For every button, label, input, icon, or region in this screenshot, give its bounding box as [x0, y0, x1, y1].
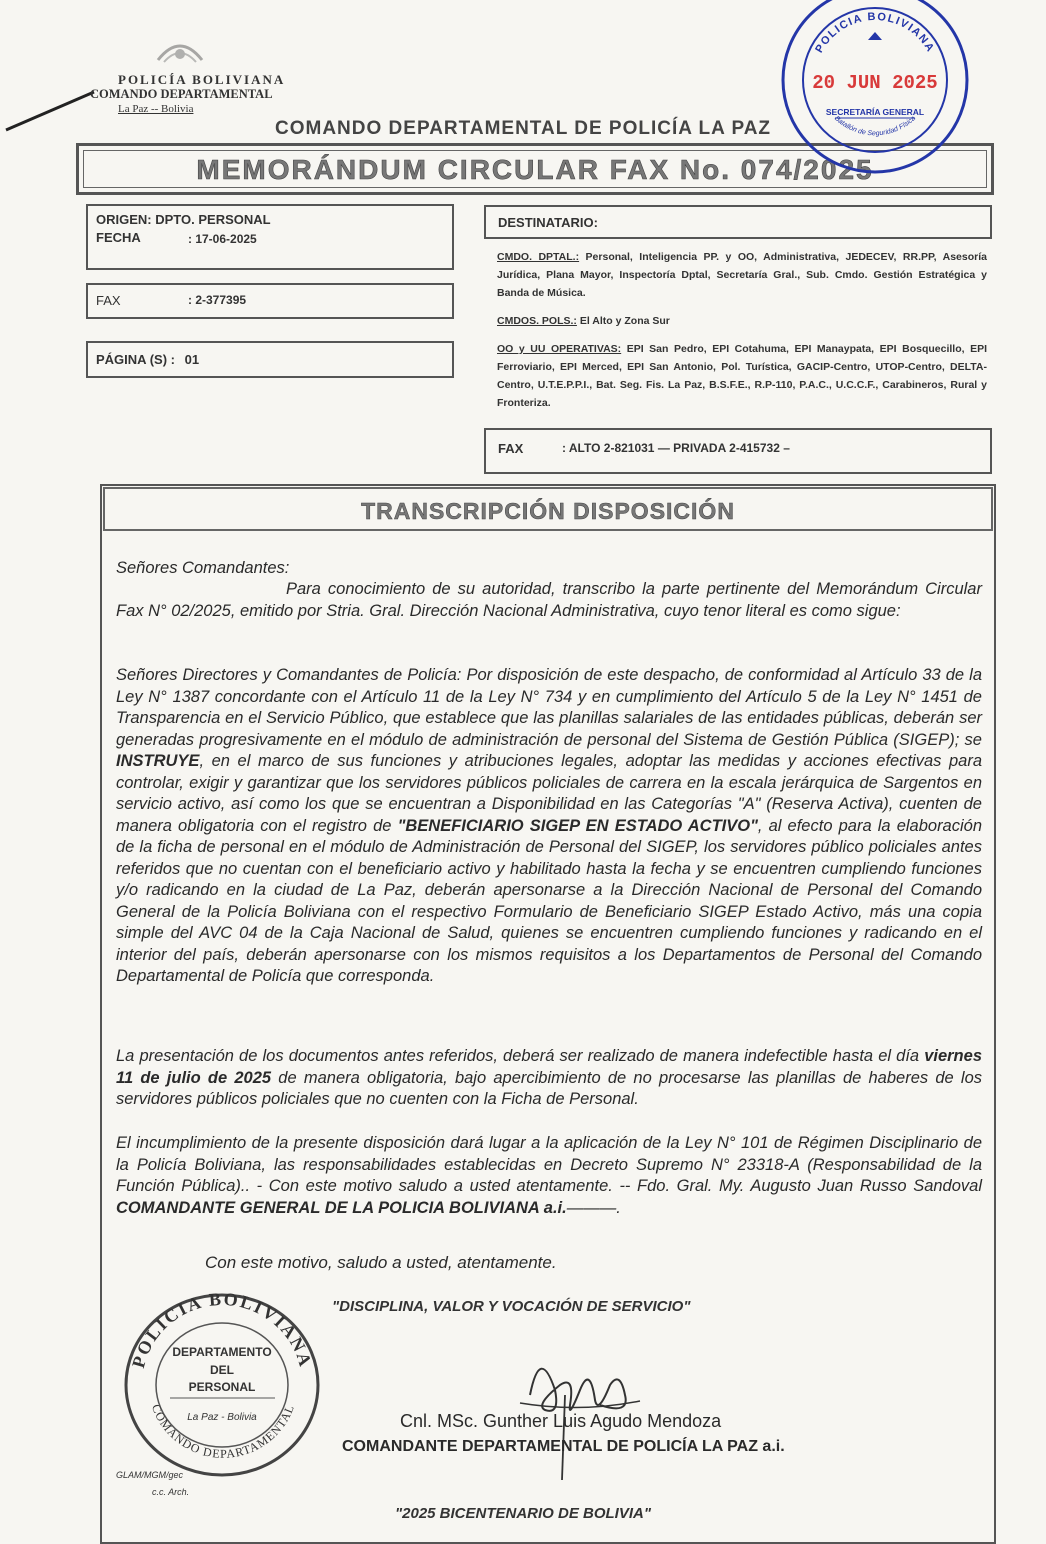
recipient-group-text: Personal, Inteligencia PP. y OO, Administrativa, JEDECEV, RR.PP, Asesoría Jurídica, Plana Mayor, Inspectoría Dptal, Secretaría Gral., Sub. Cmdo. Gestión Estratégica y Banda de Música. — [497, 251, 987, 299]
date-stamp-top: POLICIA BOLIVIANA — [813, 10, 937, 55]
pages-box — [86, 341, 454, 378]
paragraph-1-text: Señores Directores y Comandantes de Policía: Por disposición de este despacho, de conformidad al Artículo 33 de la Ley N° 1387 concordante con el Artículo 11 de la Ley N° 734 y en cumplimiento del Artículo 5 de la Ley N° 1451 de Transparencia en el Servicio Público, que establece que las planillas salariales de las entidades públicas, deberán ser generadas progresivamente en el módulo de administración de personal del Sistema de Gestión Pública (SIGEP); se — [116, 666, 982, 749]
date-label: FECHA — [96, 230, 141, 245]
paragraph-3-text: ———. — [566, 1198, 621, 1217]
date-stamp-bottom: Batallón de Seguridad Física — [833, 115, 917, 138]
pages-label: PÁGINA (S) : — [96, 352, 175, 367]
stamp-outer-bottom: COMANDO DEPARTAMENTAL — [148, 1402, 298, 1461]
transcription-title: TRANSCRIPCIÓN DISPOSICIÓN — [361, 498, 735, 524]
recipient-group-cmdos-pols — [497, 312, 987, 330]
paragraph-2-text: de manera obligatoria, bajo apercibimiento de no procesarse las planillas de haberes de los servidores públicos policiales que no cuenten con la Ficha de Personal. — [116, 1068, 982, 1108]
letterhead — [90, 72, 285, 117]
instruye-bold: INSTRUYE — [116, 752, 200, 770]
letterhead-slash-mark — [4, 62, 96, 132]
date-stamp-office: SECRETARÍA GENERAL — [825, 107, 925, 117]
date-stamp-date: 20 JUN 2025 — [812, 72, 938, 94]
department-header: COMANDO DEPARTAMENTAL DE POLICÍA LA PAZ — [275, 118, 772, 139]
origin-value: DPTO. PERSONAL — [155, 212, 271, 227]
svg-text:COMANDO DEPARTAMENTAL — [149, 1402, 297, 1461]
paragraph-2 — [116, 1046, 982, 1111]
stamp-inner-4: La Paz - Bolivia — [187, 1412, 257, 1423]
letterhead-line2: COMANDO DEPARTAMENTAL — [90, 87, 273, 101]
recipient-box — [484, 205, 992, 239]
recipient-group-operativas — [497, 340, 987, 412]
intro-paragraph — [116, 579, 982, 622]
recipient-group-head: CMDO. DPTAL.: — [497, 251, 580, 263]
origin-label: ORIGEN: — [96, 212, 152, 227]
fax-value: : 2-377395 — [188, 293, 247, 307]
motto: "DISCIPLINA, VALOR Y VOCACIÓN DE SERVICIO" — [332, 1298, 691, 1315]
paragraph-3 — [116, 1133, 982, 1219]
letterhead-line3: La Paz -- Bolivia — [118, 103, 194, 115]
closing-line: Con este motivo, saludo a usted, atentamente. — [205, 1253, 557, 1272]
handwritten-signature — [500, 1335, 650, 1485]
recipient-group-text: EPI San Pedro, EPI Cotahuma, EPI Manaypata, EPI Bosquecillo, EPI Ferroviario, EPI Merced, EPI San Antonio, Pol. Turística, GACIP-Centro, UTOP-Centro, DELTA-Centro, U.T.E.P.P.I., Bat. Seg. Fis. La Paz, B.S.F.E., R.P-110, P.A.C., U.C.C.F., Carabineros, Rural y Fronteriza. — [497, 343, 987, 409]
recipient-label: DESTINATARIO: — [498, 215, 598, 230]
pages-value: 01 — [184, 352, 200, 367]
paragraph-2-text: La presentación de los documentos antes referidos, deberá ser realizado de manera indefectible hasta el día — [116, 1047, 925, 1065]
date-value: : 17-06-2025 — [188, 232, 257, 246]
paragraph-1-text: , en el marco de sus funciones y atribuciones legales, adoptar las medidas y acciones efectivas para controlar, exigir y garantizar que los servidores públicos policiales de carrera en la escala jerárquica de Sargentos en servicio activo, así como los que se encuentran a Disponibilidad en las Categorías "A" (Reserva Activa), cuenten de manera obligatoria con el registro de — [116, 752, 982, 835]
fax-box — [86, 283, 454, 319]
beneficiario-bold: "BENEFICIARIO SIGEP EN ESTADO ACTIVO" — [397, 816, 758, 835]
signatory-name: Cnl. MSc. Gunther Luis Agudo Mendoza — [400, 1411, 722, 1431]
letterhead-line1: POLICÍA BOLIVIANA — [118, 72, 286, 87]
stamp-inner-2: DEL — [210, 1363, 234, 1377]
reference-initials: GLAM/MGM/gec — [116, 1470, 184, 1480]
salutation: Señores Comandantes: — [116, 559, 290, 577]
department-stamp — [120, 1290, 325, 1480]
recipient-fax-label: FAX — [498, 441, 524, 456]
transcription-title-box — [103, 487, 993, 531]
stamp-inner-1: DEPARTAMENTO — [172, 1345, 272, 1359]
signatory-title: COMANDANTE DEPARTAMENTAL DE POLICÍA LA PAZ a.i. — [342, 1438, 785, 1455]
reference-cc: c.c. Arch. — [152, 1487, 190, 1497]
fax-label: FAX — [96, 293, 121, 308]
recipient-group-head: CMDOS. POLS.: — [497, 315, 577, 327]
memo-title: MEMORÁNDUM CIRCULAR FAX No. 074/2025 — [196, 154, 874, 185]
paragraph-3-text: El incumplimiento de la presente disposición dará lugar a la aplicación de la Ley N° 101 de Régimen Disciplinario de la Policía Boliviana, las responsabilidades establecidas en Decreto Supremo N° 23318-A (Responsabilidad de la Función Pública).. - Con este motivo saludo a usted atentamente. -- Fdo. Gral. My. Augusto Juan Russo Sandoval — [116, 1134, 982, 1195]
recipient-fax-box — [484, 428, 992, 474]
paragraph-1 — [116, 665, 982, 988]
intro-first-line: Para conocimiento de su autoridad, transcribo la parte pertinente del — [286, 580, 810, 598]
recipient-fax-value: : ALTO 2-821031 — PRIVADA 2-415732 – — [562, 441, 790, 455]
commander-general-bold: COMANDANTE GENERAL DE LA POLICIA BOLIVIANA a.i. — [116, 1198, 567, 1217]
recipient-group-cmdo-dptal — [497, 248, 987, 302]
stamp-inner-3: PERSONAL — [188, 1380, 256, 1394]
origin-box — [86, 204, 454, 270]
footer-motto: "2025 BICENTENARIO DE BOLIVIA" — [395, 1505, 651, 1522]
received-date-stamp — [775, 0, 975, 175]
paragraph-1-text: , al efecto para la elaboración de la ficha de personal en el módulo de Administración de Personal del SIGEP, los servidores público policiales antes referidos que no cuentan con el beneficiario activo y habilitado hasta la fecha y se encuentren cumpliendo funciones y/o radicando en la ciudad de La Paz, deberán apersonarse a la Dirección Nacional de Personal del Comando General de la Policía Boliviana con el respectivo Formulario de Beneficiario SIGEP Estado Activo, más una copia simple del AVC 04 de la Caja Nacional de Salud, quienes se encuentren cumpliendo funciones y radicando en el interior del país, deberán apersonarse con los mismos requisitos a los Departamentos de Personal del Comando Departamental de Policía que corresponda. — [116, 816, 983, 985]
recipient-group-head: OO y UU OPERATIVAS: — [497, 343, 622, 355]
intro-rest: Memorándum Circular Fax N° 02/2025, emitido por Stria. Gral. Dirección Nacional Administrativa, cuyo tenor literal es como sigue: — [116, 580, 982, 620]
stamp-outer-top: POLICIA BOLIVIANA — [127, 1290, 317, 1371]
police-crest-icon — [150, 30, 210, 74]
deadline-bold: viernes 11 de julio de 2025 — [116, 1047, 982, 1087]
recipient-group-text: El Alto y Zona Sur — [576, 315, 670, 327]
